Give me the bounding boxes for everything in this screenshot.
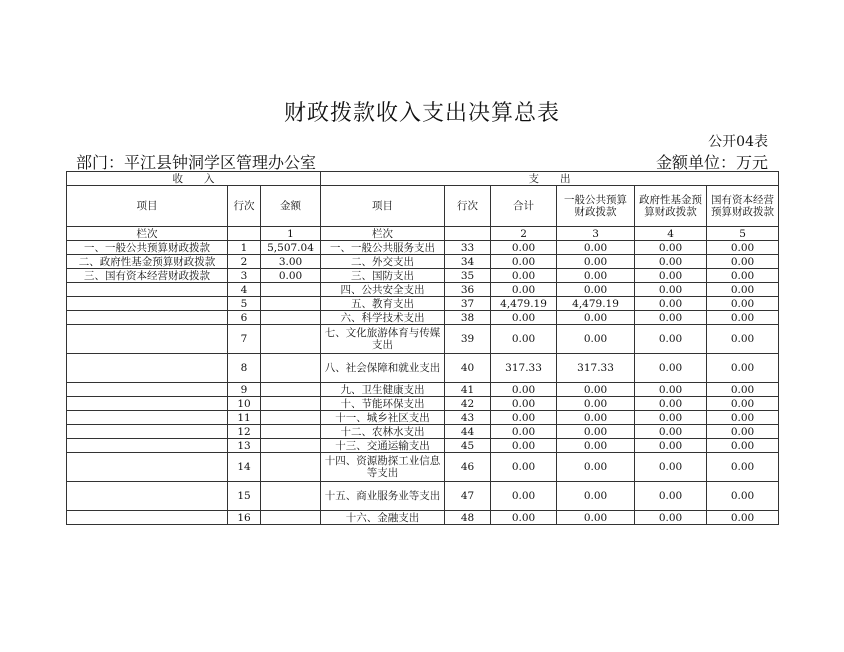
income-line-no: 11	[228, 411, 261, 425]
state-capital-value: 0.00	[707, 511, 779, 525]
income-line-no: 6	[228, 311, 261, 325]
header-income-item: 项目	[67, 186, 228, 227]
table-row	[67, 311, 779, 325]
total-value: 0.00	[491, 325, 557, 354]
income-item	[67, 383, 228, 397]
income-line-no: 10	[228, 397, 261, 411]
total-value: 0.00	[491, 241, 557, 255]
header-total: 合计	[491, 186, 557, 227]
expense-line-no: 37	[445, 297, 491, 311]
income-line-no: 8	[228, 354, 261, 383]
table-row	[67, 255, 779, 269]
gov-fund-value: 0.00	[635, 354, 707, 383]
income-item	[67, 439, 228, 453]
table-row	[67, 397, 779, 411]
total-value: 0.00	[491, 311, 557, 325]
gov-fund-value: 0.00	[635, 311, 707, 325]
table-row	[67, 411, 779, 425]
income-item	[67, 297, 228, 311]
header-general-budget: 一般公共预算财政拨款	[557, 186, 635, 227]
table-row	[67, 297, 779, 311]
expense-line-no: 40	[445, 354, 491, 383]
page-title: 财政拨款收入支出决算总表	[283, 101, 560, 126]
header-income-line-no: 行次	[228, 186, 261, 227]
income-item	[67, 453, 228, 482]
general-budget-value: 0.00	[557, 411, 635, 425]
total-value: 4,479.19	[491, 297, 557, 311]
expense-item: 九、卫生健康支出	[321, 383, 445, 397]
expense-line-no: 45	[445, 439, 491, 453]
gov-fund-value: 0.00	[635, 383, 707, 397]
state-capital-value: 0.00	[707, 411, 779, 425]
gov-fund-value: 0.00	[635, 453, 707, 482]
income-line-no: 15	[228, 482, 261, 511]
income-line-no: 4	[228, 283, 261, 297]
income-item	[67, 311, 228, 325]
total-value: 0.00	[491, 255, 557, 269]
col-number-1: 1	[261, 227, 321, 241]
total-value: 0.00	[491, 453, 557, 482]
income-line-no: 1	[228, 241, 261, 255]
state-capital-value: 0.00	[707, 269, 779, 283]
table-row	[67, 511, 779, 525]
expense-line-no: 38	[445, 311, 491, 325]
column-header-row	[67, 186, 779, 227]
income-line-no: 12	[228, 425, 261, 439]
state-capital-value: 0.00	[707, 354, 779, 383]
table-row	[67, 283, 779, 297]
income-amount	[261, 383, 321, 397]
state-capital-value: 0.00	[707, 255, 779, 269]
income-line-no: 2	[228, 255, 261, 269]
total-value: 0.00	[491, 283, 557, 297]
gov-fund-value: 0.00	[635, 511, 707, 525]
income-amount	[261, 311, 321, 325]
gov-fund-value: 0.00	[635, 255, 707, 269]
income-amount	[261, 411, 321, 425]
state-capital-value: 0.00	[707, 397, 779, 411]
gov-fund-value: 0.00	[635, 411, 707, 425]
income-amount	[261, 439, 321, 453]
expense-line-no: 41	[445, 383, 491, 397]
state-capital-value: 0.00	[707, 439, 779, 453]
expense-item: 五、教育支出	[321, 297, 445, 311]
gov-fund-value: 0.00	[635, 482, 707, 511]
general-budget-value: 0.00	[557, 325, 635, 354]
state-capital-value: 0.00	[707, 453, 779, 482]
gov-fund-value: 0.00	[635, 241, 707, 255]
income-amount	[261, 511, 321, 525]
income-amount	[261, 354, 321, 383]
table-row	[67, 425, 779, 439]
header-state-capital: 国有资本经营预算财政拨款	[707, 186, 779, 227]
general-budget-value: 0.00	[557, 241, 635, 255]
col-label-expense: 栏次	[321, 227, 445, 241]
income-item	[67, 397, 228, 411]
table-row	[67, 325, 779, 354]
income-amount	[261, 283, 321, 297]
income-amount: 0.00	[261, 269, 321, 283]
table-row	[67, 354, 779, 383]
expense-group-header: 支 出	[321, 172, 779, 186]
expense-line-no: 42	[445, 397, 491, 411]
table-row	[67, 482, 779, 511]
table-row	[67, 439, 779, 453]
expense-line-no: 43	[445, 411, 491, 425]
gov-fund-value: 0.00	[635, 269, 707, 283]
state-capital-value: 0.00	[707, 482, 779, 511]
income-line-no: 9	[228, 383, 261, 397]
general-budget-value: 0.00	[557, 283, 635, 297]
total-value: 0.00	[491, 411, 557, 425]
form-number: 公开04表	[708, 134, 768, 150]
income-amount	[261, 397, 321, 411]
state-capital-value: 0.00	[707, 311, 779, 325]
expense-item: 七、文化旅游体育与传媒支出	[321, 325, 445, 354]
gov-fund-value: 0.00	[635, 397, 707, 411]
general-budget-value: 0.00	[557, 255, 635, 269]
gov-fund-value: 0.00	[635, 325, 707, 354]
general-budget-value: 0.00	[557, 439, 635, 453]
income-amount: 5,507.04	[261, 241, 321, 255]
income-line-no: 13	[228, 439, 261, 453]
col-label-income: 栏次	[67, 227, 228, 241]
income-item	[67, 511, 228, 525]
total-value: 0.00	[491, 511, 557, 525]
income-item: 二、政府性基金预算财政拨款	[67, 255, 228, 269]
total-value: 0.00	[491, 425, 557, 439]
unit-label: 金额单位：万元	[655, 153, 768, 172]
col-number-4: 4	[635, 227, 707, 241]
income-item	[67, 411, 228, 425]
expense-line-no: 44	[445, 425, 491, 439]
income-amount	[261, 425, 321, 439]
income-line-no: 3	[228, 269, 261, 283]
income-amount: 3.00	[261, 255, 321, 269]
header-expense-line-no: 行次	[445, 186, 491, 227]
state-capital-value: 0.00	[707, 297, 779, 311]
general-budget-value: 0.00	[557, 511, 635, 525]
income-item	[67, 482, 228, 511]
budget-summary-table	[66, 171, 779, 525]
general-budget-value: 0.00	[557, 311, 635, 325]
table-row	[67, 453, 779, 482]
expense-line-no: 35	[445, 269, 491, 283]
income-item	[67, 325, 228, 354]
general-budget-value: 4,479.19	[557, 297, 635, 311]
income-amount	[261, 453, 321, 482]
income-item: 一、一般公共预算财政拨款	[67, 241, 228, 255]
income-item: 三、国有资本经营财政拨款	[67, 269, 228, 283]
expense-item: 一、一般公共服务支出	[321, 241, 445, 255]
expense-line-no: 47	[445, 482, 491, 511]
expense-item: 二、外交支出	[321, 255, 445, 269]
general-budget-value: 0.00	[557, 425, 635, 439]
col-number-3: 3	[557, 227, 635, 241]
expense-line-no: 34	[445, 255, 491, 269]
state-capital-value: 0.00	[707, 425, 779, 439]
expense-line-no: 39	[445, 325, 491, 354]
expense-item: 三、国防支出	[321, 269, 445, 283]
income-group-header: 收 入	[67, 172, 321, 186]
total-value: 0.00	[491, 383, 557, 397]
expense-item: 十一、城乡社区支出	[321, 411, 445, 425]
expense-line-no: 48	[445, 511, 491, 525]
gov-fund-value: 0.00	[635, 283, 707, 297]
expense-item: 十五、商业服务业等支出	[321, 482, 445, 511]
col-number-5: 5	[707, 227, 779, 241]
income-item	[67, 425, 228, 439]
income-amount	[261, 297, 321, 311]
state-capital-value: 0.00	[707, 241, 779, 255]
expense-item: 十六、金融支出	[321, 511, 445, 525]
expense-item: 十二、农林水支出	[321, 425, 445, 439]
col-blank-2	[445, 227, 491, 241]
total-value: 317.33	[491, 354, 557, 383]
general-budget-value: 0.00	[557, 482, 635, 511]
table-row	[67, 269, 779, 283]
gov-fund-value: 0.00	[635, 425, 707, 439]
column-number-row	[67, 227, 779, 241]
gov-fund-value: 0.00	[635, 439, 707, 453]
header-income-amount: 金额	[261, 186, 321, 227]
income-item	[67, 283, 228, 297]
gov-fund-value: 0.00	[635, 297, 707, 311]
total-value: 0.00	[491, 269, 557, 283]
state-capital-value: 0.00	[707, 383, 779, 397]
expense-line-no: 46	[445, 453, 491, 482]
income-amount	[261, 325, 321, 354]
total-value: 0.00	[491, 397, 557, 411]
expense-item: 四、公共安全支出	[321, 283, 445, 297]
header-expense-item: 项目	[321, 186, 445, 227]
income-line-no: 5	[228, 297, 261, 311]
total-value: 0.00	[491, 439, 557, 453]
general-budget-value: 317.33	[557, 354, 635, 383]
state-capital-value: 0.00	[707, 325, 779, 354]
department-label: 部门：平江县钟洞学区管理办公室	[76, 153, 317, 172]
expense-item: 十四、资源勘探工业信息等支出	[321, 453, 445, 482]
general-budget-value: 0.00	[557, 383, 635, 397]
general-budget-value: 0.00	[557, 269, 635, 283]
header-gov-fund: 政府性基金预算财政拨款	[635, 186, 707, 227]
expense-line-no: 33	[445, 241, 491, 255]
income-amount	[261, 482, 321, 511]
expense-item: 十三、交通运输支出	[321, 439, 445, 453]
expense-item: 六、科学技术支出	[321, 311, 445, 325]
expense-item: 八、社会保障和就业支出	[321, 354, 445, 383]
table-row	[67, 383, 779, 397]
income-line-no: 16	[228, 511, 261, 525]
income-item	[67, 354, 228, 383]
col-blank	[228, 227, 261, 241]
general-budget-value: 0.00	[557, 453, 635, 482]
state-capital-value: 0.00	[707, 283, 779, 297]
income-line-no: 7	[228, 325, 261, 354]
group-header-row	[67, 172, 779, 186]
expense-line-no: 36	[445, 283, 491, 297]
income-line-no: 14	[228, 453, 261, 482]
total-value: 0.00	[491, 482, 557, 511]
table-row	[67, 241, 779, 255]
expense-item: 十、节能环保支出	[321, 397, 445, 411]
col-number-2: 2	[491, 227, 557, 241]
general-budget-value: 0.00	[557, 397, 635, 411]
